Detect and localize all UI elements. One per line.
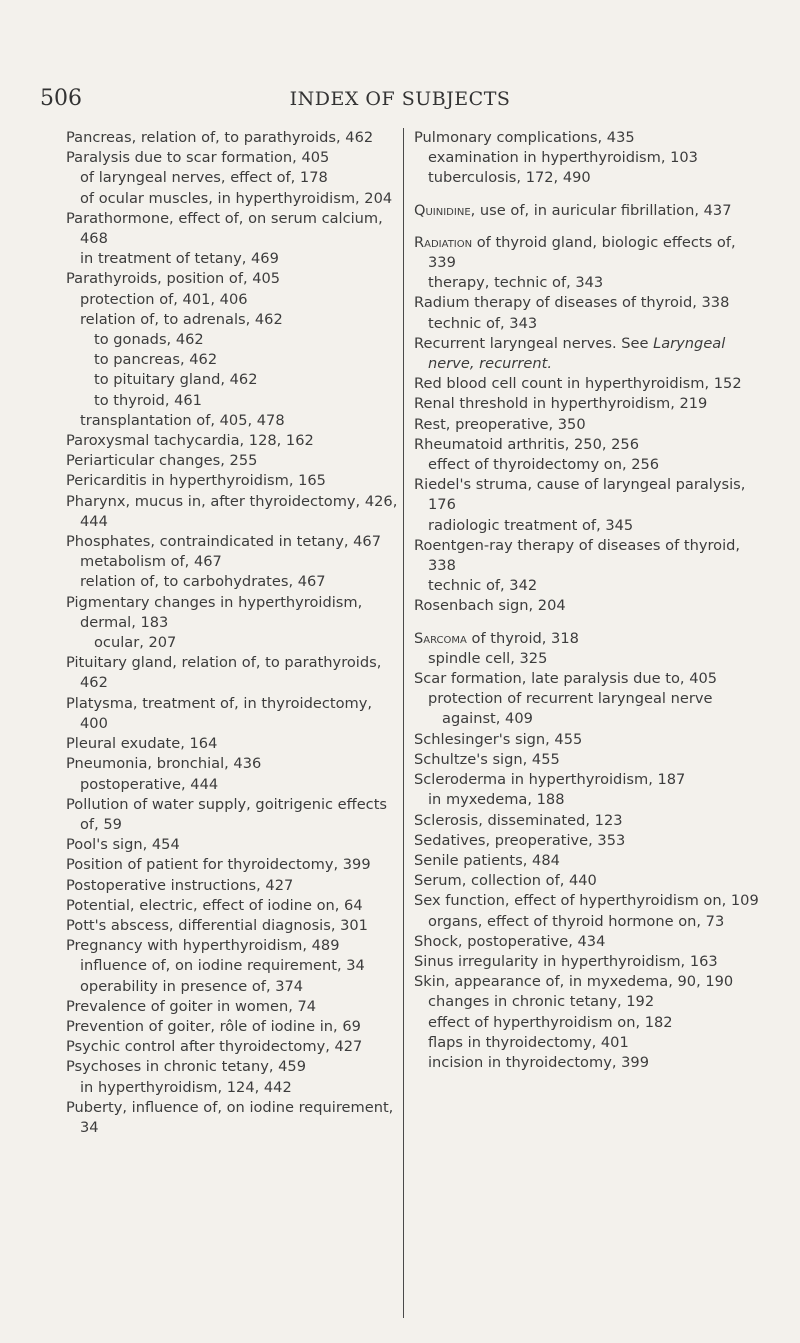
entry-text: Rest, preoperative, 350 bbox=[414, 415, 586, 433]
entry-text: relation of, to adrenals, 462 bbox=[80, 310, 283, 328]
entry-text: , use of, in auricular fibrillation, 437 bbox=[470, 201, 732, 219]
index-entry bbox=[414, 415, 766, 435]
entry-text: Pulmonary complications, 435 bbox=[414, 129, 635, 146]
index-entry bbox=[66, 633, 402, 653]
entry-text: Pancreas, relation of, to parathyroids, 462 bbox=[66, 129, 374, 146]
index-entry bbox=[66, 795, 402, 835]
entry-text: Pigmentary changes in hyperthyroidism, dermal, 183 bbox=[66, 593, 363, 631]
index-entry bbox=[66, 1037, 402, 1057]
index-entry bbox=[414, 273, 766, 293]
index-entry bbox=[66, 775, 402, 795]
entry-text: Platysma, treatment of, in thyroidectomy, 400 bbox=[66, 694, 373, 732]
entry-text: Parathyroids, position of, 405 bbox=[66, 270, 281, 288]
index-entry bbox=[66, 492, 402, 532]
index-entry bbox=[66, 411, 402, 431]
index-entry bbox=[414, 992, 766, 1012]
index-entry bbox=[414, 334, 766, 374]
index-entry bbox=[66, 471, 402, 491]
entry-text: Renal threshold in hyperthyroidism, 219 bbox=[414, 395, 708, 413]
entry-text: changes in chronic tetany, 192 bbox=[428, 993, 655, 1011]
entry-text: Parathormone, effect of, on serum calcium, 468 bbox=[66, 209, 383, 248]
index-entry bbox=[66, 431, 402, 451]
entry-text: Recurrent laryngeal nerves. See bbox=[414, 334, 654, 352]
index-entry bbox=[66, 148, 402, 168]
entry-text: to pituitary gland, 462 bbox=[94, 371, 258, 389]
index-entry bbox=[66, 552, 402, 572]
index-entry bbox=[414, 168, 766, 188]
index-entry bbox=[66, 532, 402, 552]
index-entry bbox=[66, 350, 402, 370]
index-entry bbox=[414, 912, 766, 932]
entry-text: Psychoses in chronic tetany, 459 bbox=[66, 1058, 306, 1076]
entry-text: Serum, collection of, 440 bbox=[414, 872, 597, 890]
index-entry bbox=[414, 128, 766, 148]
index-entry bbox=[66, 572, 402, 592]
index-entry bbox=[66, 451, 402, 471]
entry-text: spindle cell, 325 bbox=[428, 649, 548, 667]
entry-text: Pool's sign, 454 bbox=[66, 836, 180, 854]
index-entry bbox=[414, 1013, 766, 1033]
entry-text: Sex function, effect of hyperthyroidism on, 109 bbox=[414, 892, 759, 910]
entry-text: Pleural exudate, 164 bbox=[66, 735, 218, 753]
entry-text: Prevalence of goiter in women, 74 bbox=[66, 997, 317, 1015]
index-entry bbox=[414, 596, 766, 616]
entry-heading-word: Quinidine bbox=[414, 201, 471, 219]
entry-text: Pituitary gland, relation of, to parathyroids, 462 bbox=[66, 654, 382, 692]
index-entry bbox=[414, 932, 766, 952]
index-entry bbox=[66, 694, 402, 734]
entry-text: Sclerosis, disseminated, 123 bbox=[414, 811, 623, 829]
index-entry bbox=[66, 734, 402, 754]
entry-text: Pharynx, mucus in, after thyroidectomy, 426, 444 bbox=[66, 492, 398, 530]
index-entry bbox=[66, 1017, 402, 1037]
entry-text: Psychic control after thyroidectomy, 427 bbox=[66, 1038, 363, 1056]
entry-text: organs, effect of thyroid hormone on, 73 bbox=[428, 912, 725, 930]
index-entry bbox=[66, 168, 402, 188]
entry-text: protection of recurrent laryngeal nerve against, 409 bbox=[428, 690, 713, 728]
index-entry bbox=[66, 936, 402, 956]
entry-text: to pancreas, 462 bbox=[94, 351, 218, 369]
index-entry bbox=[66, 269, 402, 289]
entry-text: flaps in thyroidectomy, 401 bbox=[428, 1033, 629, 1051]
index-entry bbox=[66, 290, 402, 310]
index-entry bbox=[414, 790, 766, 810]
index-entry bbox=[66, 330, 402, 350]
index-entry bbox=[414, 649, 766, 669]
entry-text: operability in presence of, 374 bbox=[80, 977, 304, 995]
entry-text: Scar formation, late paralysis due to, 405 bbox=[414, 670, 718, 688]
index-entry bbox=[414, 435, 766, 455]
entry-text: Puberty, influence of, on iodine requirement, 34 bbox=[66, 1098, 394, 1136]
entry-text: Pott's abscess, differential diagnosis, 301 bbox=[66, 916, 368, 934]
entry-text: Schlesinger's sign, 455 bbox=[414, 730, 583, 748]
entry-text: Paroxysmal tachycardia, 128, 162 bbox=[66, 432, 314, 450]
entry-text: to gonads, 462 bbox=[94, 331, 204, 349]
entry-text: Rheumatoid arthritis, 250, 256 bbox=[414, 435, 639, 453]
index-entry bbox=[66, 391, 402, 411]
entry-text: Shock, postoperative, 434 bbox=[414, 932, 606, 950]
entry-text: in hyperthyroidism, 124, 442 bbox=[80, 1078, 292, 1096]
entry-text: Potential, electric, effect of iodine on, 64 bbox=[66, 896, 363, 914]
entry-text: to thyroid, 461 bbox=[94, 391, 202, 409]
entry-text: technic of, 343 bbox=[428, 314, 538, 332]
entry-text: Paralysis due to scar formation, 405 bbox=[66, 149, 330, 167]
entry-text: technic of, 342 bbox=[428, 577, 538, 595]
entry-text: metabolism of, 467 bbox=[80, 553, 222, 571]
entry-text: tuberculosis, 172, 490 bbox=[428, 169, 591, 187]
entry-heading-word: Radiation bbox=[414, 233, 473, 251]
entry-text: Pneumonia, bronchial, 436 bbox=[66, 755, 262, 773]
entry-text: postoperative, 444 bbox=[80, 775, 219, 793]
index-entry bbox=[66, 1078, 402, 1098]
column-divider bbox=[403, 128, 404, 1318]
entry-text: Sedatives, preoperative, 353 bbox=[414, 831, 626, 849]
entry-text: examination in hyperthyroidism, 103 bbox=[428, 149, 698, 167]
entry-text: in myxedema, 188 bbox=[428, 791, 565, 809]
index-entry bbox=[66, 977, 402, 997]
entry-text: of thyroid gland, biologic effects of, 339 bbox=[428, 233, 736, 272]
entry-text: Sinus irregularity in hyperthyroidism, 163 bbox=[414, 952, 718, 970]
index-entry bbox=[414, 851, 766, 871]
entry-text: radiologic treatment of, 345 bbox=[428, 516, 634, 534]
index-entry bbox=[414, 233, 766, 273]
entry-text: Skin, appearance of, in myxedema, 90, 190 bbox=[414, 973, 734, 991]
entry-text: Pregnancy with hyperthyroidism, 489 bbox=[66, 937, 340, 955]
index-entry bbox=[414, 475, 766, 515]
entry-text: Roentgen-ray therapy of diseases of thyroid, 338 bbox=[414, 536, 741, 575]
entry-text: incision in thyroidectomy, 399 bbox=[428, 1053, 649, 1071]
right-index-column bbox=[414, 128, 766, 1073]
entry-text: Position of patient for thyroidectomy, 399 bbox=[66, 856, 371, 874]
entry-text: relation of, to carbohydrates, 467 bbox=[80, 573, 326, 591]
left-index-column bbox=[66, 128, 402, 1138]
index-entry bbox=[414, 831, 766, 851]
entry-text: Rosenbach sign, 204 bbox=[414, 597, 566, 615]
index-entry bbox=[66, 189, 402, 209]
index-entry bbox=[414, 148, 766, 168]
entry-text: Pericarditis in hyperthyroidism, 165 bbox=[66, 472, 326, 490]
index-entry bbox=[66, 835, 402, 855]
entry-text: therapy, technic of, 343 bbox=[428, 274, 604, 292]
entry-text: Red blood cell count in hyperthyroidism, 152 bbox=[414, 375, 742, 393]
index-entry bbox=[414, 1033, 766, 1053]
index-entry bbox=[414, 1053, 766, 1073]
index-entry bbox=[414, 811, 766, 831]
index-entry bbox=[414, 455, 766, 475]
entry-text: ocular, 207 bbox=[94, 634, 177, 652]
index-entry bbox=[414, 374, 766, 394]
entry-text: Senile patients, 484 bbox=[414, 851, 560, 869]
index-entry bbox=[66, 896, 402, 916]
entry-text: Schultze's sign, 455 bbox=[414, 750, 560, 768]
entry-text: Radium therapy of diseases of thyroid, 338 bbox=[414, 294, 730, 312]
index-entry bbox=[66, 855, 402, 875]
index-entry bbox=[414, 394, 766, 414]
index-entry bbox=[66, 916, 402, 936]
index-entry bbox=[66, 653, 402, 693]
entry-text: protection of, 401, 406 bbox=[80, 290, 248, 308]
entry-text: transplantation of, 405, 478 bbox=[80, 411, 285, 429]
index-entry bbox=[414, 576, 766, 596]
page-number: 506 bbox=[40, 86, 82, 111]
index-entry bbox=[66, 1057, 402, 1077]
index-entry bbox=[66, 593, 402, 633]
index-entry bbox=[66, 128, 402, 148]
index-entry bbox=[66, 876, 402, 896]
index-entry bbox=[414, 669, 766, 689]
entry-text: Scleroderma in hyperthyroidism, 187 bbox=[414, 771, 686, 789]
index-entry bbox=[414, 871, 766, 891]
index-entry bbox=[414, 201, 766, 221]
entry-heading-word: Sarcoma bbox=[414, 629, 467, 647]
index-entry bbox=[414, 314, 766, 334]
index-entry bbox=[414, 536, 766, 576]
index-entry bbox=[414, 972, 766, 992]
index-entry bbox=[414, 770, 766, 790]
entry-text: influence of, on iodine requirement, 34 bbox=[80, 957, 365, 975]
entry-cross-reference: Laryngeal nerve, recurrent. bbox=[428, 334, 726, 373]
index-entry bbox=[414, 629, 766, 649]
entry-text: of ocular muscles, in hyperthyroidism, 204 bbox=[80, 189, 393, 207]
entry-text: Pollution of water supply, goitrigenic effects of, 59 bbox=[66, 795, 388, 833]
index-entry bbox=[414, 891, 766, 911]
entry-text: in treatment of tetany, 469 bbox=[80, 250, 279, 268]
index-entry bbox=[414, 750, 766, 770]
entry-text: Prevention of goiter, rôle of iodine in, 69 bbox=[66, 1017, 361, 1035]
index-entry bbox=[66, 1098, 402, 1138]
running-title: INDEX OF SUBJECTS bbox=[289, 88, 511, 110]
entry-text: Riedel's struma, cause of laryngeal paralysis, 176 bbox=[414, 476, 746, 514]
index-entry bbox=[66, 370, 402, 390]
index-entry bbox=[66, 249, 402, 269]
entry-text: Phosphates, contraindicated in tetany, 467 bbox=[66, 533, 382, 551]
index-entry bbox=[66, 209, 402, 249]
index-entry bbox=[414, 730, 766, 750]
index-entry bbox=[66, 997, 402, 1017]
index-entry bbox=[414, 952, 766, 972]
index-entry bbox=[66, 956, 402, 976]
entry-text: Postoperative instructions, 427 bbox=[66, 876, 294, 894]
index-entry bbox=[414, 293, 766, 313]
page-header bbox=[40, 86, 760, 116]
index-entry bbox=[66, 754, 402, 774]
entry-text: effect of thyroidectomy on, 256 bbox=[428, 456, 660, 474]
entry-text: of laryngeal nerves, effect of, 178 bbox=[80, 169, 328, 187]
entry-text: effect of hyperthyroidism on, 182 bbox=[428, 1013, 673, 1031]
entry-text: of thyroid, 318 bbox=[466, 629, 579, 647]
entry-text: Periarticular changes, 255 bbox=[66, 452, 258, 470]
index-entry bbox=[414, 516, 766, 536]
index-entry bbox=[414, 689, 766, 729]
index-entry bbox=[66, 310, 402, 330]
